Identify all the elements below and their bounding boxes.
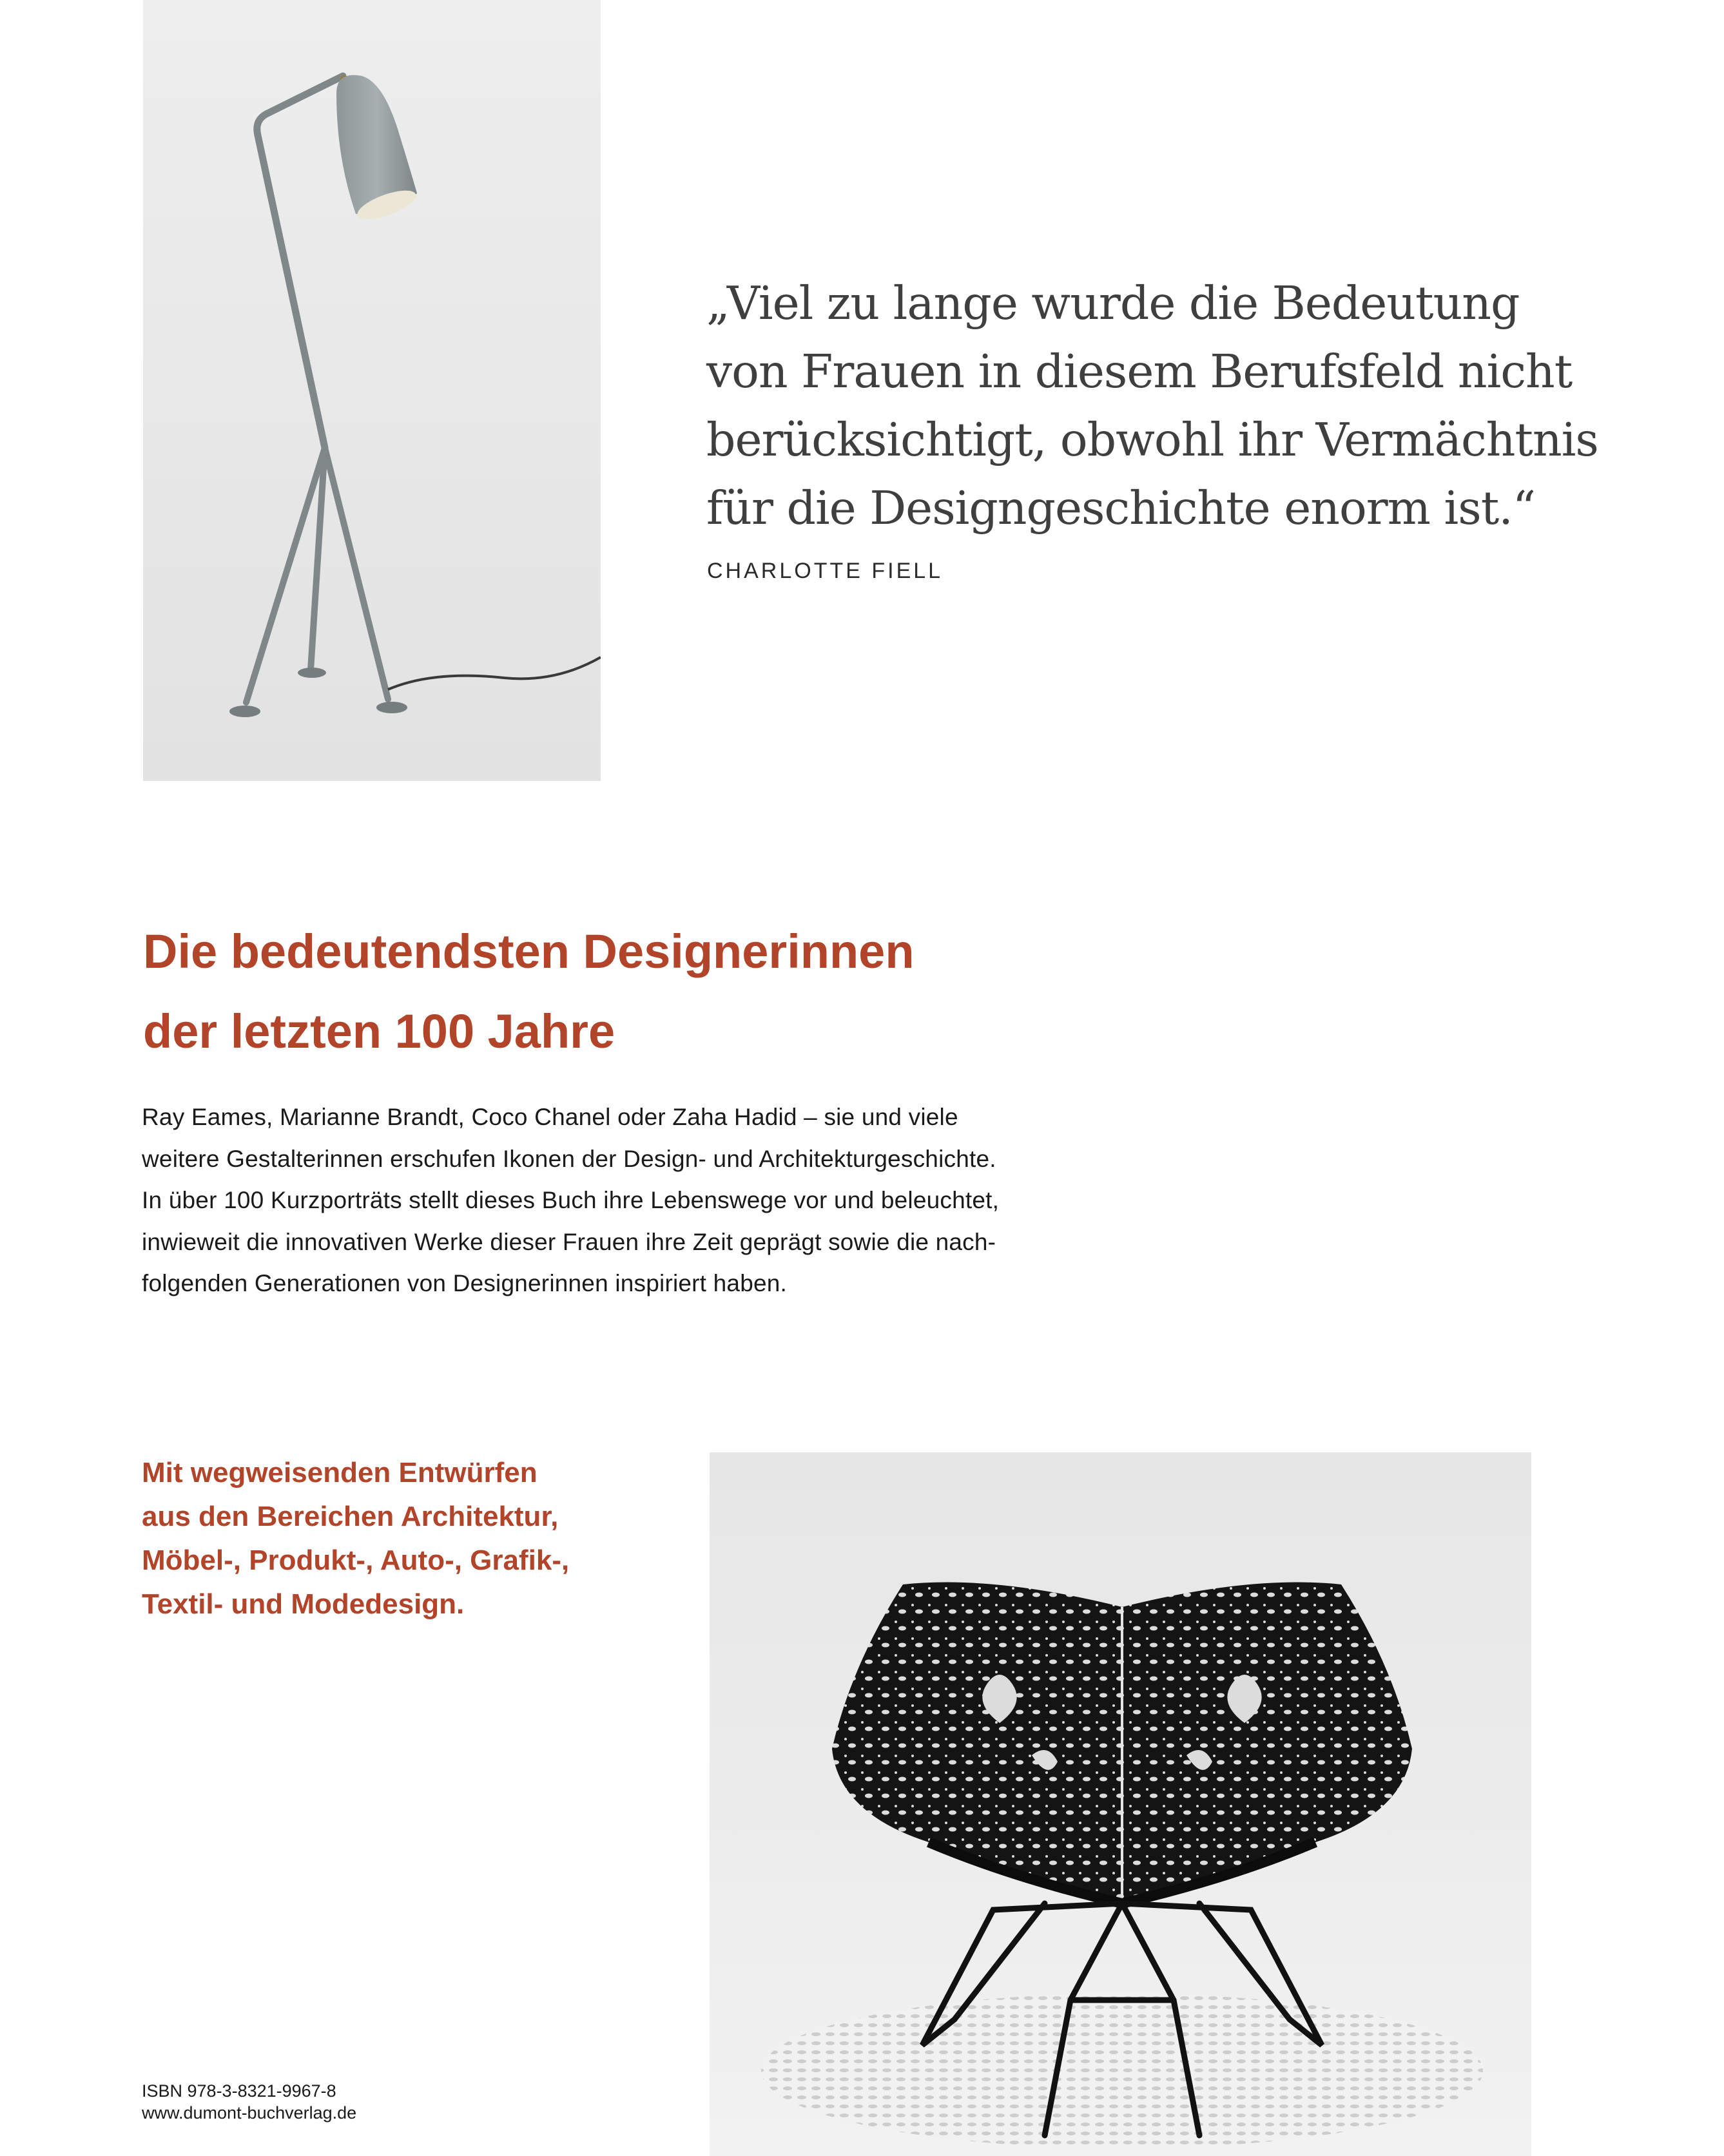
floor-lamp-image (143, 0, 601, 781)
description-paragraph (142, 1097, 999, 1305)
isbn: ISBN 978-3-8321-9967-8 (142, 2081, 336, 2101)
body-line-1: Ray Eames, Marianne Brandt, Coco Chanel oder Zaha Hadid – sie und viele (142, 1104, 958, 1130)
quote-author: CHARLOTTE FIELL (707, 559, 944, 583)
subheadline (142, 1451, 569, 1626)
pull-quote (706, 269, 1598, 543)
quote-line-3: berücksichtigt, obwohl ihr Vermächtnis (706, 413, 1598, 467)
quote-line-1: „Viel zu lange wurde die Bedeutung (706, 276, 1520, 330)
quote-line-2: von Frauen in diesem Berufsfeld nicht (706, 345, 1573, 398)
quote-line-4: für die Designgeschichte enorm ist.“ (706, 481, 1536, 535)
imprint (142, 2080, 356, 2124)
subhead-line-1: Mit wegweisenden Entwürfen (142, 1457, 538, 1488)
lace-chair-photo (710, 1452, 1531, 2156)
body-line-5: folgenden Generationen von Designerinnen inspiriert haben. (142, 1270, 788, 1296)
body-line-4: inwieweit die innovativen Werke dieser Frauen ihre Zeit geprägt sowie die nach- (142, 1228, 996, 1255)
body-line-3: In über 100 Kurzporträts stellt dieses Buch ihre Lebenswege vor und beleuchtet, (142, 1187, 1000, 1213)
headline-line-2: der letzten 100 Jahre (143, 1005, 615, 1058)
floor-lamp-photo (143, 0, 601, 781)
body-line-2: weitere Gestalterinnen erschufen Ikonen der Design- und Architekturgeschichte. (142, 1145, 996, 1172)
subhead-line-4: Textil- und Modedesign. (142, 1588, 465, 1620)
publisher-website: www.dumont-buchverlag.de (142, 2103, 357, 2122)
headline-line-1: Die bedeutendsten Designerinnen (143, 925, 915, 978)
page-headline (143, 912, 915, 1072)
lace-chair-image (710, 1452, 1531, 2156)
subhead-line-3: Möbel-, Produkt-, Auto-, Grafik-, (142, 1545, 570, 1576)
subhead-line-2: aus den Bereichen Architektur, (142, 1501, 559, 1532)
